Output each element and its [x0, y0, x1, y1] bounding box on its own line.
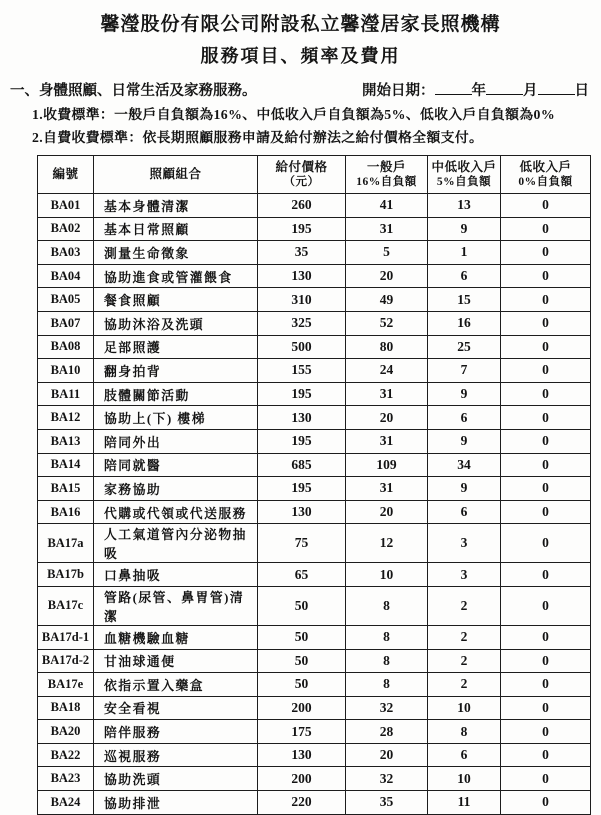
page-subtitle: 服務項目、頻率及費用 [200, 46, 401, 66]
payment-price-cell: 175 [258, 720, 346, 744]
payment-price-cell: 75 [258, 524, 346, 563]
code-cell: BA15 [38, 477, 94, 501]
code-cell: BA08 [38, 335, 94, 359]
low-copay-cell: 0 [501, 586, 591, 625]
code-cell: BA17d-1 [38, 625, 94, 649]
code-cell: BA20 [38, 720, 94, 744]
table-row [38, 382, 591, 406]
code-cell: BA11 [38, 382, 94, 406]
payment-price-cell: 195 [258, 217, 346, 241]
midlow-copay-cell: 8 [428, 720, 501, 744]
payment-price-cell: 35 [258, 241, 346, 265]
general-copay-cell: 20 [346, 743, 428, 767]
table-row [38, 241, 591, 265]
midlow-copay-cell: 7 [428, 359, 501, 383]
code-cell: BA24 [38, 791, 94, 815]
header-payment-price: 給付價格 （元） [258, 156, 346, 194]
table-row [38, 311, 591, 335]
general-copay-cell: 109 [346, 453, 428, 477]
midlow-copay-cell: 9 [428, 477, 501, 501]
payment-price-cell: 50 [258, 673, 346, 697]
care-combination-cell: 測量生命徵象 [94, 241, 258, 265]
table-row [38, 477, 591, 501]
table-row [38, 586, 591, 625]
table-row [38, 563, 591, 587]
general-copay-cell: 31 [346, 217, 428, 241]
table-row [38, 767, 591, 791]
general-copay-cell: 52 [346, 311, 428, 335]
start-date-area [362, 79, 589, 100]
midlow-copay-cell: 6 [428, 264, 501, 288]
low-copay-cell: 0 [501, 791, 591, 815]
header-midlow-copay: 中低收入戶 5%自負額 [428, 156, 501, 194]
header-general-copay: 一般戶 16%自負額 [346, 156, 428, 194]
section-row [8, 79, 593, 100]
table-row [38, 673, 591, 697]
payment-price-cell: 130 [258, 264, 346, 288]
general-copay-cell: 8 [346, 586, 428, 625]
midlow-copay-cell: 1 [428, 241, 501, 265]
fee-table-body [38, 194, 591, 815]
midlow-copay-cell: 11 [428, 791, 501, 815]
fee-table [37, 155, 591, 815]
section-heading: 一、身體照顧、日常生活及家務服務。 [10, 83, 257, 99]
code-cell: BA17d-2 [38, 649, 94, 673]
payment-price-cell: 50 [258, 625, 346, 649]
low-copay-cell: 0 [501, 311, 591, 335]
date-month-label: 月 [523, 83, 538, 99]
general-copay-cell: 31 [346, 429, 428, 453]
payment-price-cell: 220 [258, 791, 346, 815]
payment-price-cell: 50 [258, 586, 346, 625]
low-copay-cell: 0 [501, 241, 591, 265]
table-row [38, 649, 591, 673]
care-combination-cell: 協助沐浴及洗頭 [94, 311, 258, 335]
header-midlow-copay-label: 中低收入戶 [431, 159, 497, 174]
midlow-copay-cell: 9 [428, 382, 501, 406]
table-row [38, 524, 591, 563]
table-row [38, 625, 591, 649]
care-combination-cell: 甘油球通便 [94, 649, 258, 673]
table-row [38, 335, 591, 359]
low-copay-cell: 0 [501, 453, 591, 477]
start-date-label: 開始日期： [362, 83, 435, 99]
payment-price-cell: 130 [258, 406, 346, 430]
payment-price-cell: 130 [258, 743, 346, 767]
payment-price-cell: 130 [258, 500, 346, 524]
table-row [38, 264, 591, 288]
payment-price-cell: 200 [258, 696, 346, 720]
header-care-combination [94, 156, 258, 194]
low-copay-cell: 0 [501, 524, 591, 563]
midlow-copay-cell: 6 [428, 500, 501, 524]
fee-table-header [38, 156, 591, 194]
payment-price-cell: 155 [258, 359, 346, 383]
low-copay-cell: 0 [501, 264, 591, 288]
care-combination-cell: 代購或代領或代送服務 [94, 500, 258, 524]
general-copay-cell: 8 [346, 625, 428, 649]
header-row [38, 156, 591, 194]
care-combination-cell: 協助上(下) 樓梯 [94, 406, 258, 430]
code-cell: BA17e [38, 673, 94, 697]
table-row [38, 429, 591, 453]
general-copay-cell: 49 [346, 288, 428, 312]
low-copay-cell: 0 [501, 500, 591, 524]
midlow-copay-cell: 6 [428, 743, 501, 767]
payment-price-cell: 195 [258, 429, 346, 453]
date-year-blank [435, 82, 472, 95]
date-day-blank [538, 82, 575, 95]
care-combination-cell: 陪同就醫 [94, 453, 258, 477]
care-combination-cell: 陪伴服務 [94, 720, 258, 744]
code-cell: BA05 [38, 288, 94, 312]
midlow-copay-cell: 15 [428, 288, 501, 312]
header-payment-price-label: 給付價格 [275, 159, 328, 174]
midlow-copay-cell: 2 [428, 649, 501, 673]
date-day-label: 日 [574, 83, 589, 99]
low-copay-cell: 0 [501, 696, 591, 720]
low-copay-cell: 0 [501, 406, 591, 430]
table-row [38, 696, 591, 720]
code-cell: BA18 [38, 696, 94, 720]
code-cell: BA14 [38, 453, 94, 477]
code-cell: BA16 [38, 500, 94, 524]
general-copay-cell: 20 [346, 264, 428, 288]
page-title: 馨瀅股份有限公司附設私立馨瀅居家長照機構 [100, 14, 501, 35]
low-copay-cell: 0 [501, 720, 591, 744]
date-month-blank [486, 82, 523, 95]
table-row [38, 406, 591, 430]
code-cell: BA17a [38, 524, 94, 563]
low-copay-cell: 0 [501, 649, 591, 673]
midlow-copay-cell: 2 [428, 586, 501, 625]
care-combination-cell: 巡視服務 [94, 743, 258, 767]
midlow-copay-cell: 10 [428, 767, 501, 791]
code-cell: BA13 [38, 429, 94, 453]
low-copay-cell: 0 [501, 429, 591, 453]
midlow-copay-cell: 10 [428, 696, 501, 720]
general-copay-cell: 10 [346, 563, 428, 587]
code-cell: BA04 [38, 264, 94, 288]
general-copay-cell: 31 [346, 382, 428, 406]
low-copay-cell: 0 [501, 335, 591, 359]
table-row [38, 217, 591, 241]
low-copay-cell: 0 [501, 382, 591, 406]
midlow-copay-cell: 13 [428, 194, 501, 218]
low-copay-cell: 0 [501, 743, 591, 767]
care-combination-cell: 肢體關節活動 [94, 382, 258, 406]
care-combination-cell: 足部照護 [94, 335, 258, 359]
table-row [38, 359, 591, 383]
code-cell: BA17b [38, 563, 94, 587]
general-copay-cell: 20 [346, 406, 428, 430]
payment-price-cell: 195 [258, 382, 346, 406]
general-copay-cell: 32 [346, 767, 428, 791]
care-combination-cell: 協助排泄 [94, 791, 258, 815]
low-copay-cell: 0 [501, 625, 591, 649]
care-combination-cell: 家務協助 [94, 477, 258, 501]
table-row [38, 288, 591, 312]
header-low-copay: 低收入戶 0%自負額 [501, 156, 591, 194]
payment-price-cell: 200 [258, 767, 346, 791]
header-low-copay-label: 低收入戶 [519, 159, 572, 174]
code-cell: BA01 [38, 194, 94, 218]
general-copay-cell: 8 [346, 673, 428, 697]
care-combination-cell: 陪同外出 [94, 429, 258, 453]
payment-price-cell: 685 [258, 453, 346, 477]
care-combination-cell: 餐食照顧 [94, 288, 258, 312]
code-cell: BA10 [38, 359, 94, 383]
care-combination-cell: 基本身體清潔 [94, 194, 258, 218]
code-cell: BA07 [38, 311, 94, 335]
care-combination-cell: 協助洗頭 [94, 767, 258, 791]
code-cell: BA23 [38, 767, 94, 791]
general-copay-cell: 20 [346, 500, 428, 524]
care-combination-cell: 口鼻抽吸 [94, 563, 258, 587]
table-row [38, 791, 591, 815]
code-cell: BA12 [38, 406, 94, 430]
header-care-combination-label: 照顧組合 [149, 166, 202, 181]
midlow-copay-cell: 2 [428, 625, 501, 649]
low-copay-cell: 0 [501, 673, 591, 697]
midlow-copay-cell: 16 [428, 311, 501, 335]
midlow-copay-cell: 9 [428, 429, 501, 453]
low-copay-cell: 0 [501, 359, 591, 383]
care-combination-cell: 基本日常照顧 [94, 217, 258, 241]
table-row [38, 720, 591, 744]
general-copay-cell: 24 [346, 359, 428, 383]
payment-price-cell: 500 [258, 335, 346, 359]
midlow-copay-cell: 9 [428, 217, 501, 241]
payment-price-cell: 325 [258, 311, 346, 335]
care-combination-cell: 人工氣道管內分泌物抽吸 [94, 524, 258, 563]
general-copay-cell: 32 [346, 696, 428, 720]
care-combination-cell: 管路(尿管、鼻胃管)清潔 [94, 586, 258, 625]
general-copay-cell: 31 [346, 477, 428, 501]
midlow-copay-cell: 3 [428, 524, 501, 563]
care-combination-cell: 依指示置入藥盒 [94, 673, 258, 697]
care-combination-cell: 血糖機驗血糖 [94, 625, 258, 649]
payment-price-cell: 310 [258, 288, 346, 312]
code-cell: BA03 [38, 241, 94, 265]
low-copay-cell: 0 [501, 288, 591, 312]
midlow-copay-cell: 2 [428, 673, 501, 697]
midlow-copay-cell: 3 [428, 563, 501, 587]
care-combination-cell: 協助進食或管灌餵食 [94, 264, 258, 288]
general-copay-cell: 28 [346, 720, 428, 744]
low-copay-cell: 0 [501, 563, 591, 587]
date-year-label: 年 [471, 83, 486, 99]
general-copay-cell: 5 [346, 241, 428, 265]
header-general-copay-label: 一般戶 [366, 159, 406, 174]
payment-price-cell: 50 [258, 649, 346, 673]
general-copay-cell: 8 [346, 649, 428, 673]
header-code-label: 編號 [52, 166, 79, 181]
table-row [38, 453, 591, 477]
low-copay-cell: 0 [501, 194, 591, 218]
note-selfpay-standard: 2.自費收費標準：依長期照顧服務申請及給付辦法之給付價格全額支付。 [32, 130, 484, 145]
payment-price-cell: 260 [258, 194, 346, 218]
low-copay-cell: 0 [501, 477, 591, 501]
note-fee-standard: 1.收費標準：一般戶自負額為16%、中低收入戶自負額為5%、低收入戶自負額為0% [32, 107, 556, 122]
midlow-copay-cell: 25 [428, 335, 501, 359]
table-row [38, 500, 591, 524]
code-cell: BA02 [38, 217, 94, 241]
table-row [38, 194, 591, 218]
care-combination-cell: 翻身拍背 [94, 359, 258, 383]
payment-price-cell: 65 [258, 563, 346, 587]
header-code [38, 156, 94, 194]
general-copay-cell: 41 [346, 194, 428, 218]
table-row [38, 743, 591, 767]
general-copay-cell: 35 [346, 791, 428, 815]
midlow-copay-cell: 34 [428, 453, 501, 477]
general-copay-cell: 80 [346, 335, 428, 359]
code-cell: BA22 [38, 743, 94, 767]
payment-price-cell: 195 [258, 477, 346, 501]
care-combination-cell: 安全看視 [94, 696, 258, 720]
low-copay-cell: 0 [501, 767, 591, 791]
code-cell: BA17c [38, 586, 94, 625]
general-copay-cell: 12 [346, 524, 428, 563]
midlow-copay-cell: 6 [428, 406, 501, 430]
low-copay-cell: 0 [501, 217, 591, 241]
